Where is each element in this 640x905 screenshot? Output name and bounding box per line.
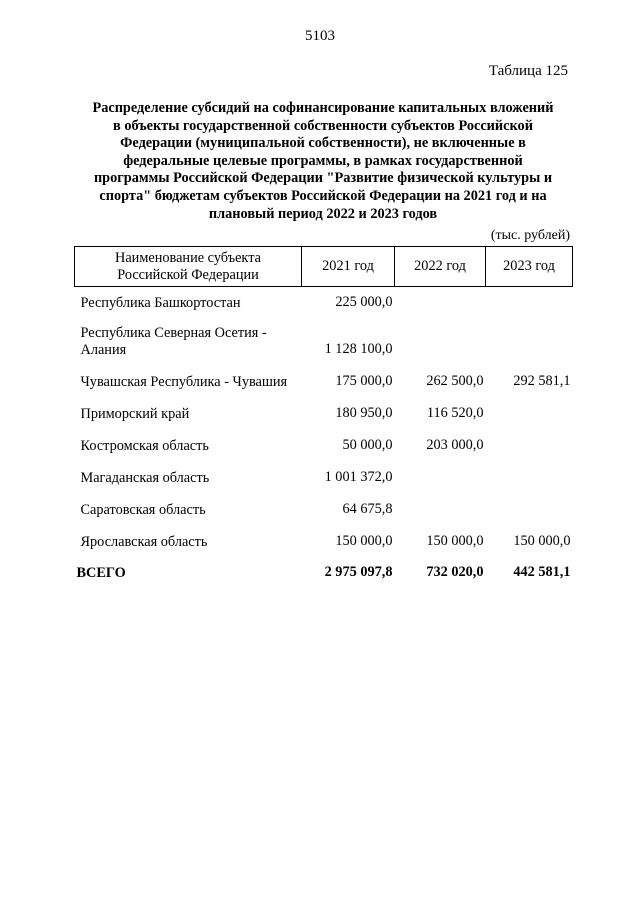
value-2023 [486,287,573,312]
title-line: федеральные целевые программы, в рамках государственной [123,152,523,169]
value-2021: 150 000,0 [335,533,393,549]
table-row [75,358,573,390]
region-name: Магаданская область [80,469,210,486]
region-name: Приморский край [80,405,190,422]
total-2021: 2 975 097,8 [324,564,393,580]
value-2023: 292 581,1 [513,373,571,389]
title-line: в объекты государственной собственности субъектов Российской [113,117,533,134]
region-name: Республика Башкортостан [80,294,241,311]
value-2023 [486,390,573,422]
value-2021: 1 001 372,0 [324,469,393,485]
region-name: Саратовская область [80,501,206,518]
region-name: Республика Северная Осетия - Алания [80,325,267,358]
value-2022 [395,311,486,358]
value-2021: 50 000,0 [342,437,393,453]
value-2023 [486,454,573,486]
document-title [78,100,568,223]
header-name-line: Российской Федерации [117,266,259,283]
value-2021: 175 000,0 [335,373,393,389]
subsidy-table [74,246,573,581]
table-row [75,422,573,454]
title-line: Распределение субсидий на софинансирование капитальных вложений [92,100,554,116]
total-2023: 442 581,1 [513,564,571,580]
value-2022 [395,486,486,518]
total-label: ВСЕГО [76,564,126,581]
total-row [75,550,573,581]
total-2022: 732 020,0 [426,564,484,580]
region-name: Ярославская область [80,533,208,550]
value-2023: 150 000,0 [513,533,571,549]
title-line: спорта" бюджетам субъектов Российской Федерации на 2021 год и на [99,187,547,204]
region-name: Чувашская Республика - Чувашия [80,373,288,390]
page-number: 5103 [305,28,335,44]
value-2022 [395,454,486,486]
value-2023 [486,486,573,518]
header-region-name [75,247,302,287]
value-2022: 150 000,0 [426,533,484,549]
value-2022: 116 520,0 [426,405,484,421]
table-row [75,518,573,550]
value-2023 [486,422,573,454]
table-row [75,390,573,422]
table-row [75,311,573,358]
table-row [75,287,573,312]
title-line: Федерации (муниципальной собственности), не включенные в [120,135,526,152]
header-2022: 2022 год [395,247,486,287]
value-2023 [486,311,573,358]
value-2022: 262 500,0 [426,373,484,389]
value-2021: 64 675,8 [342,501,393,517]
table-row [75,454,573,486]
table-label: Таблица 125 [488,63,568,79]
title-line: программы Российской Федерации "Развитие физической культуры и [93,170,553,187]
value-2022 [395,287,486,312]
table-header-row [75,247,573,287]
value-2022: 203 000,0 [426,437,484,453]
header-2023: 2023 год [486,247,573,287]
region-name: Костромская область [80,437,209,454]
header-2021: 2021 год [302,247,395,287]
value-2021: 1 128 100,0 [324,341,393,357]
header-name-line: Наименование субъекта [115,249,261,266]
value-2021: 225 000,0 [335,294,393,310]
title-line: плановый период 2022 и 2023 годов [208,205,438,222]
table-row [75,486,573,518]
value-2021: 180 950,0 [335,405,393,421]
units-label: (тыс. рублей) [490,228,570,243]
